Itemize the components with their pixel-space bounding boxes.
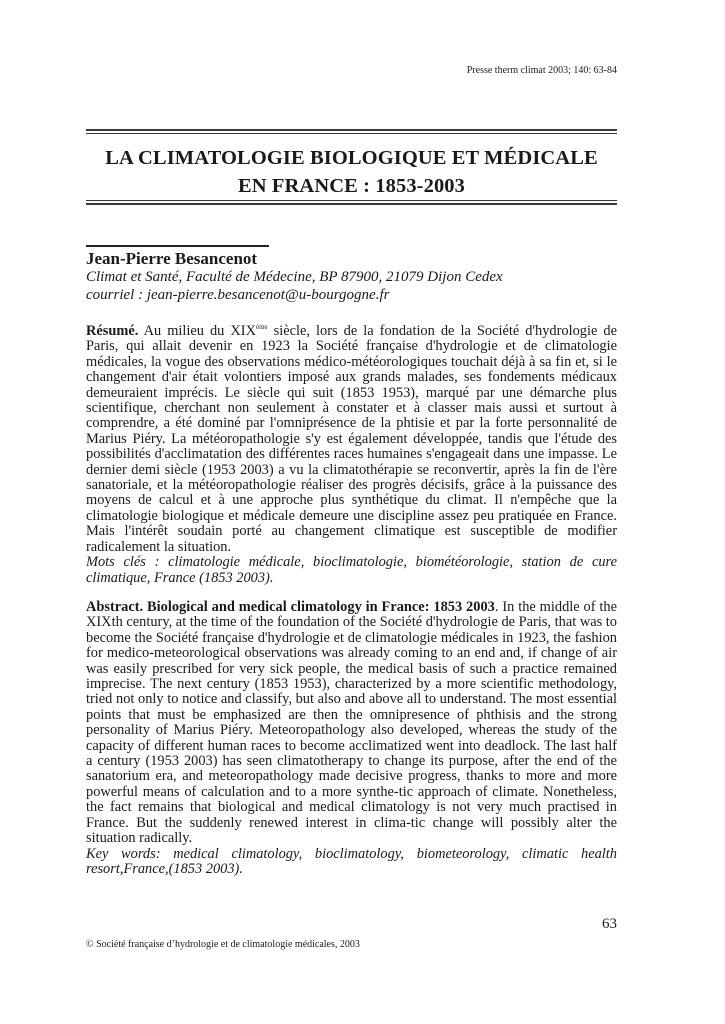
page-number: 63 [602,916,617,932]
abstract-section [86,600,617,877]
author-email: courriel : jean-pierre.besancenot@u-bourgogne.fr [86,287,390,303]
resume-text-b: siècle, lors de la fondation de la Société d'hydrologie de Paris, qui allait devenir en 1923 la Société française d'hydrologie et de climatologie médicales, la vogue des observations médico-météorologiques touchait déjà à sa fin et, si le changement d'air était volontiers imposé aux grands malades, ses fondements médicaux demeuraient imprécis. Le siècle qui suit (1853 1953), marqué par une démarche plus scientifique, cherchant non seulement à constater et à classer mais aussi et surtout à comprendre, a été dominé par l'omniprésence de la phtisie et par la forte personnalité de Marius Piéry. La météoropathologie s'y est également développée, tandis que l'étude des possibilités d'acclimatation des différentes races humaines s'engageait dans une impasse. Le dernier demi siècle (1953 2003) a vu la climatothérapie se reconvertir, après la fin de l'ère sanatoriale, et la météoropathologie réaliser des progrès décisifs, grâce à la puissance des moyens de calcul et à une approche plus synthétique du climat. Il n'empêche que la climatologie biologique et médicale demeure une discipline assez peu pratiquée en France. Mais l'intérêt soudain porté au changement climatique est susceptible de modifier radicalement la situation. [86,323,617,555]
abstract-paragraph [86,600,617,847]
title-rule-top-thin [86,133,617,134]
author-affiliation: Climat et Santé, Faculté de Médecine, BP 87900, 21079 Dijon Cedex [86,269,503,285]
author-name: Jean-Pierre Besancenot [86,249,258,268]
resume-text-a: Au milieu du XIX [138,323,256,339]
resume-label: Résumé. [86,323,139,339]
resume-paragraph [86,320,617,555]
abstract-keywords: Key words: medical climatology, bioclimatology, biometeorology, climatic health resort,France,(1853 2003). [86,845,617,877]
title-rule-bottom [86,203,617,205]
article-title [86,144,617,200]
abstract-label: Abstract. Biological and medical climatology in France: 1853 2003 [86,599,495,615]
title-line-1: LA CLIMATOLOGIE BIOLOGIQUE ET MÉDICALE [105,147,598,169]
abstract-text: . In the middle of the XIXth century, at the time of the foundation of the Société d'hydrologie de Paris, that was to become the Société française d'hydrologie et de climatologie médicales in 1923, the fashion for medico-meteorological observations was already coming to an end and, if change of air was easily prescribed for very sick people, the medical basis of such a practice remained imprecise. The next century (1853 1953), characterized by a more scientific methodology, tried not only to notice and classify, but also and above all to understand. The most essential points that must be emphasized are then the omnipresence of phthisis and the strong personality of Marius Piéry. Meteoropathology also developed, whereas the study of the capacity of different human races to become acclimatized went into deadlock. The last half a century (1953 2003) has seen climatotherapy to change its purpose, after the end of the sanatorium era, and meteoropathology made decisive progress, thanks to more and more powerful means of calculation and to a more synthe-tic approach of climate. Nonetheless, the fact remains that biological and medical climatology is not very much practised in France. But the suddenly renewed interest in clima-tic change will possibly alter the situation radically. [86,599,617,847]
title-rule-top [86,129,617,131]
copyright-notice: © Société française d’hydrologie et de climatologie médicales, 2003 [86,939,360,950]
author-rule [86,245,269,247]
title-rule-bottom-thin [86,200,617,201]
resume-superscript: ème [255,323,268,331]
resume-keywords: Mots clés : climatologie médicale, bioclimatologie, biométéorologie, station de cure climatique, France (1853 2003). [86,554,617,586]
journal-citation: Presse therm climat 2003; 140: 63-84 [466,65,617,76]
author-affiliation-block [86,268,503,304]
resume-section [86,320,617,586]
title-line-2: EN FRANCE : 1853-2003 [237,175,466,197]
